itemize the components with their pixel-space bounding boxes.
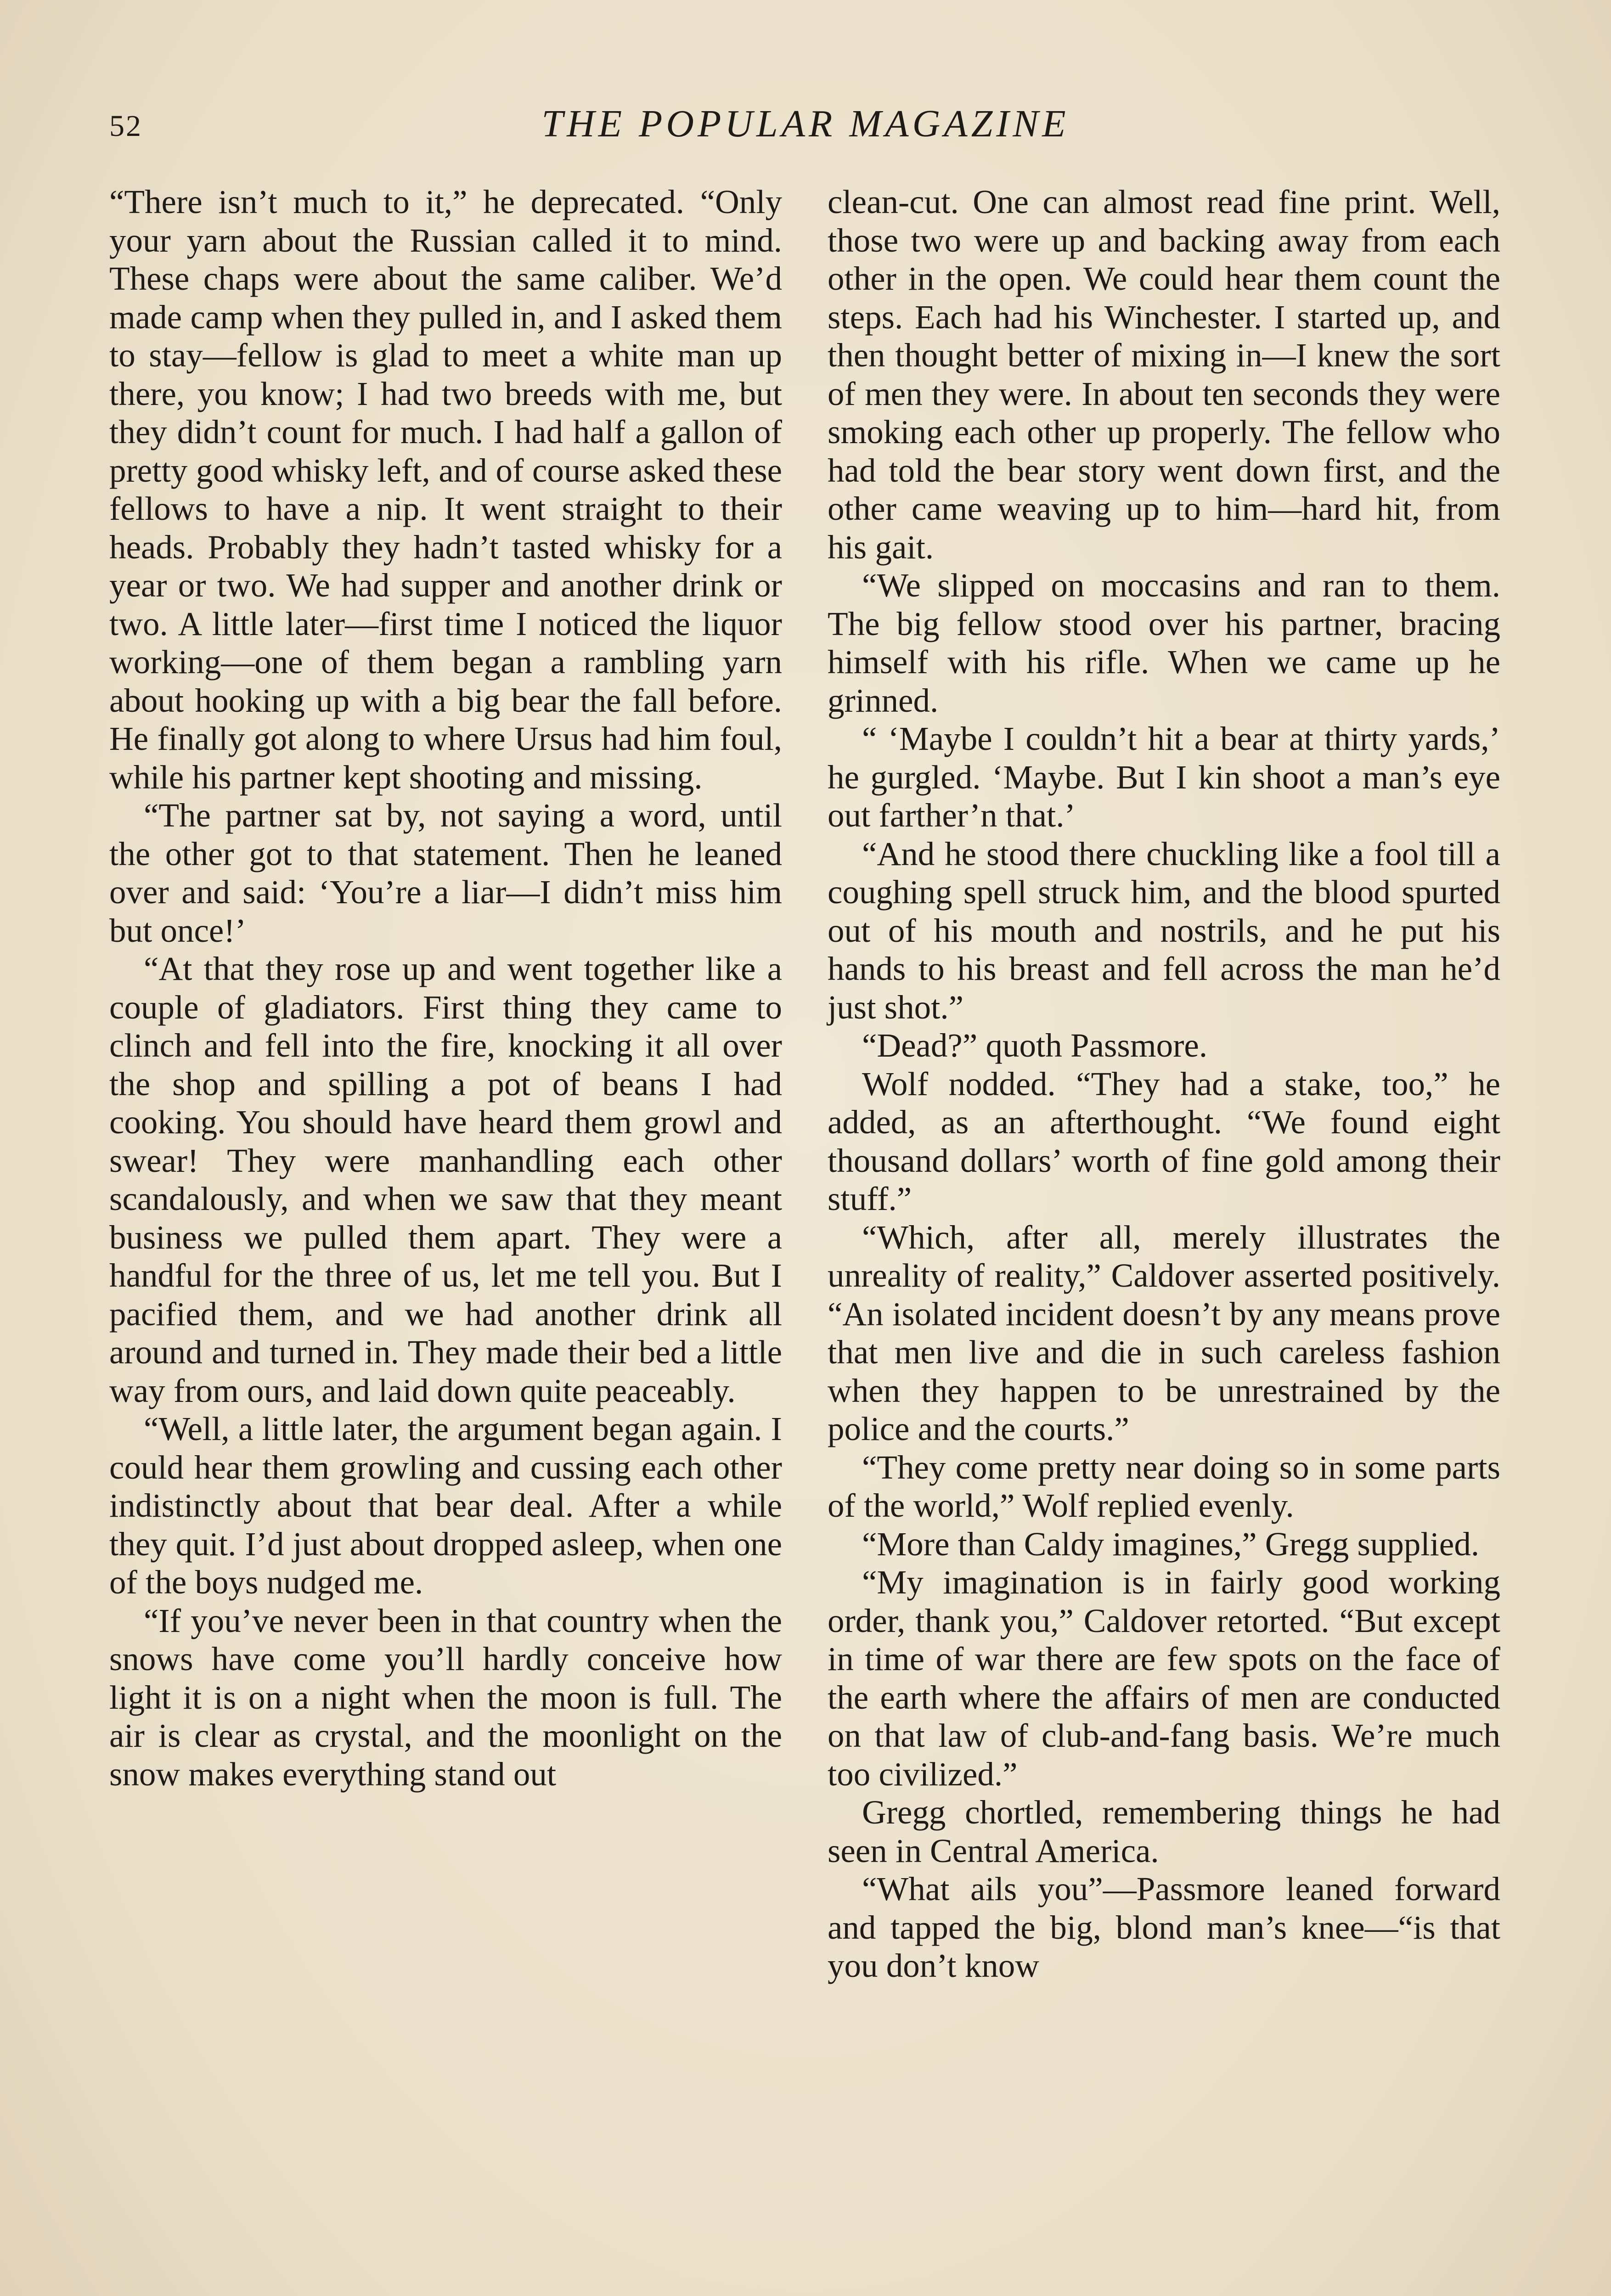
paragraph: “More than Caldy imagines,” Gregg supplied. bbox=[862, 1525, 1480, 1563]
paragraph: “Dead?” quoth Passmore. bbox=[862, 1027, 1208, 1064]
running-title: THE POPULAR MAGAZINE bbox=[541, 102, 1070, 145]
paragraph: “We slipped on moccasins and ran to them. The big fellow stood over his partner, bracing himself with his rifle. When we came up he grinned. bbox=[828, 567, 1500, 719]
right-column bbox=[828, 183, 1500, 1985]
page-number: 52 bbox=[109, 109, 142, 143]
paragraph: clean-cut. One can almost read fine print. Well, those two were up and backing away from each other in the open. We could hear them count the steps. Each had his Winchester. I started up, and then thought better of mixing in—I knew the sort of men they were. In about ten seconds they were smoking each other up properly. The fellow who had told the bear story went down first, and the other came weaving up to him—hard hit, from his gait. bbox=[828, 183, 1500, 566]
paragraph: “There isn’t much to it,” he deprecated. “Only your yarn about the Russian called it to mind. These chaps were about the same caliber. We’d made camp when they pulled in, and I asked them to stay—fellow is glad to meet a white man up there, you know; I had two breeds with me, but they didn’t count for much. I had half a gallon of pretty good whisky left, and of course asked these fellows to have a nip. It went straight to their heads. Probably they hadn’t tasted whisky for a year or two. We had supper and another drink or two. A little later—first time I noticed the liquor working—one of them began a rambling yarn about hooking up with a big bear the fall before. He finally got along to where Ursus had him foul, while his partner kept shooting and missing. bbox=[109, 183, 782, 796]
paragraph: Gregg chortled, remembering things he had seen in Central America. bbox=[828, 1794, 1500, 1869]
paragraph: “And he stood there chuckling like a fool till a coughing spell struck him, and the blood spurted out of his mouth and nostrils, and he put his hands to his breast and fell across the man he’d just shot.” bbox=[828, 835, 1500, 1026]
paragraph: “Well, a little later, the argument began again. I could hear them growling and cussing each other indistinctly about that bear deal. After a while they quit. I’d just about dropped asleep, when one of the boys nudged me. bbox=[109, 1410, 782, 1601]
paragraph: “Which, after all, merely illustrates the unreality of reality,” Caldover asserted positively. “An isolated incident doesn’t by any means prove that men live and die in such careless fashion when they happen to be unrestrained by the police and the courts.” bbox=[828, 1218, 1500, 1447]
paragraph: “The partner sat by, not saying a word, until the other got to that statement. Then he leaned over and said: ‘You’re a liar—I didn’t miss him but once!’ bbox=[109, 797, 782, 949]
paragraph: “What ails you”—Passmore leaned forward and tapped the big, blond man’s knee—“is that you don’t know bbox=[828, 1870, 1500, 1984]
paragraph: “They come pretty near doing so in some parts of the world,” Wolf replied evenly. bbox=[828, 1448, 1500, 1524]
paragraph: “If you’ve never been in that country when the snows have come you’ll hardly conceive how light it is on a night when the moon is full. The air is clear as crystal, and the moonlight on the snow makes everything stand out bbox=[109, 1602, 782, 1793]
paragraph: “At that they rose up and went together like a couple of gladiators. First thing they came to clinch and fell into the fire, knocking it all over the shop and spilling a pot of beans I had cooking. You should have heard them growl and swear! They were manhandling each other scandalously, and when we saw that they meant business we pulled them apart. They were a handful for the three of us, let me tell you. But I pacified them, and we had another drink all around and turned in. They made their bed a little way from ours, and laid down quite peaceably. bbox=[109, 950, 782, 1409]
paragraph: Wolf nodded. “They had a stake, too,” he added, as an afterthought. “We found eight thousand dollars’ worth of fine gold among their stuff.” bbox=[828, 1065, 1500, 1217]
paragraph: “ ‘Maybe I couldn’t hit a bear at thirty yards,’ he gurgled. ‘Maybe. But I kin shoot a man’s eye out farther’n that.’ bbox=[828, 720, 1500, 834]
paragraph: “My imagination is in fairly good working order, thank you,” Caldover retorted. “But except in time of war there are few spots on the face of the earth where the affairs of men are conducted on that law of club-and-fang basis. We’re much too civilized.” bbox=[828, 1564, 1500, 1793]
page-header bbox=[0, 94, 1611, 149]
left-column bbox=[109, 183, 782, 1793]
